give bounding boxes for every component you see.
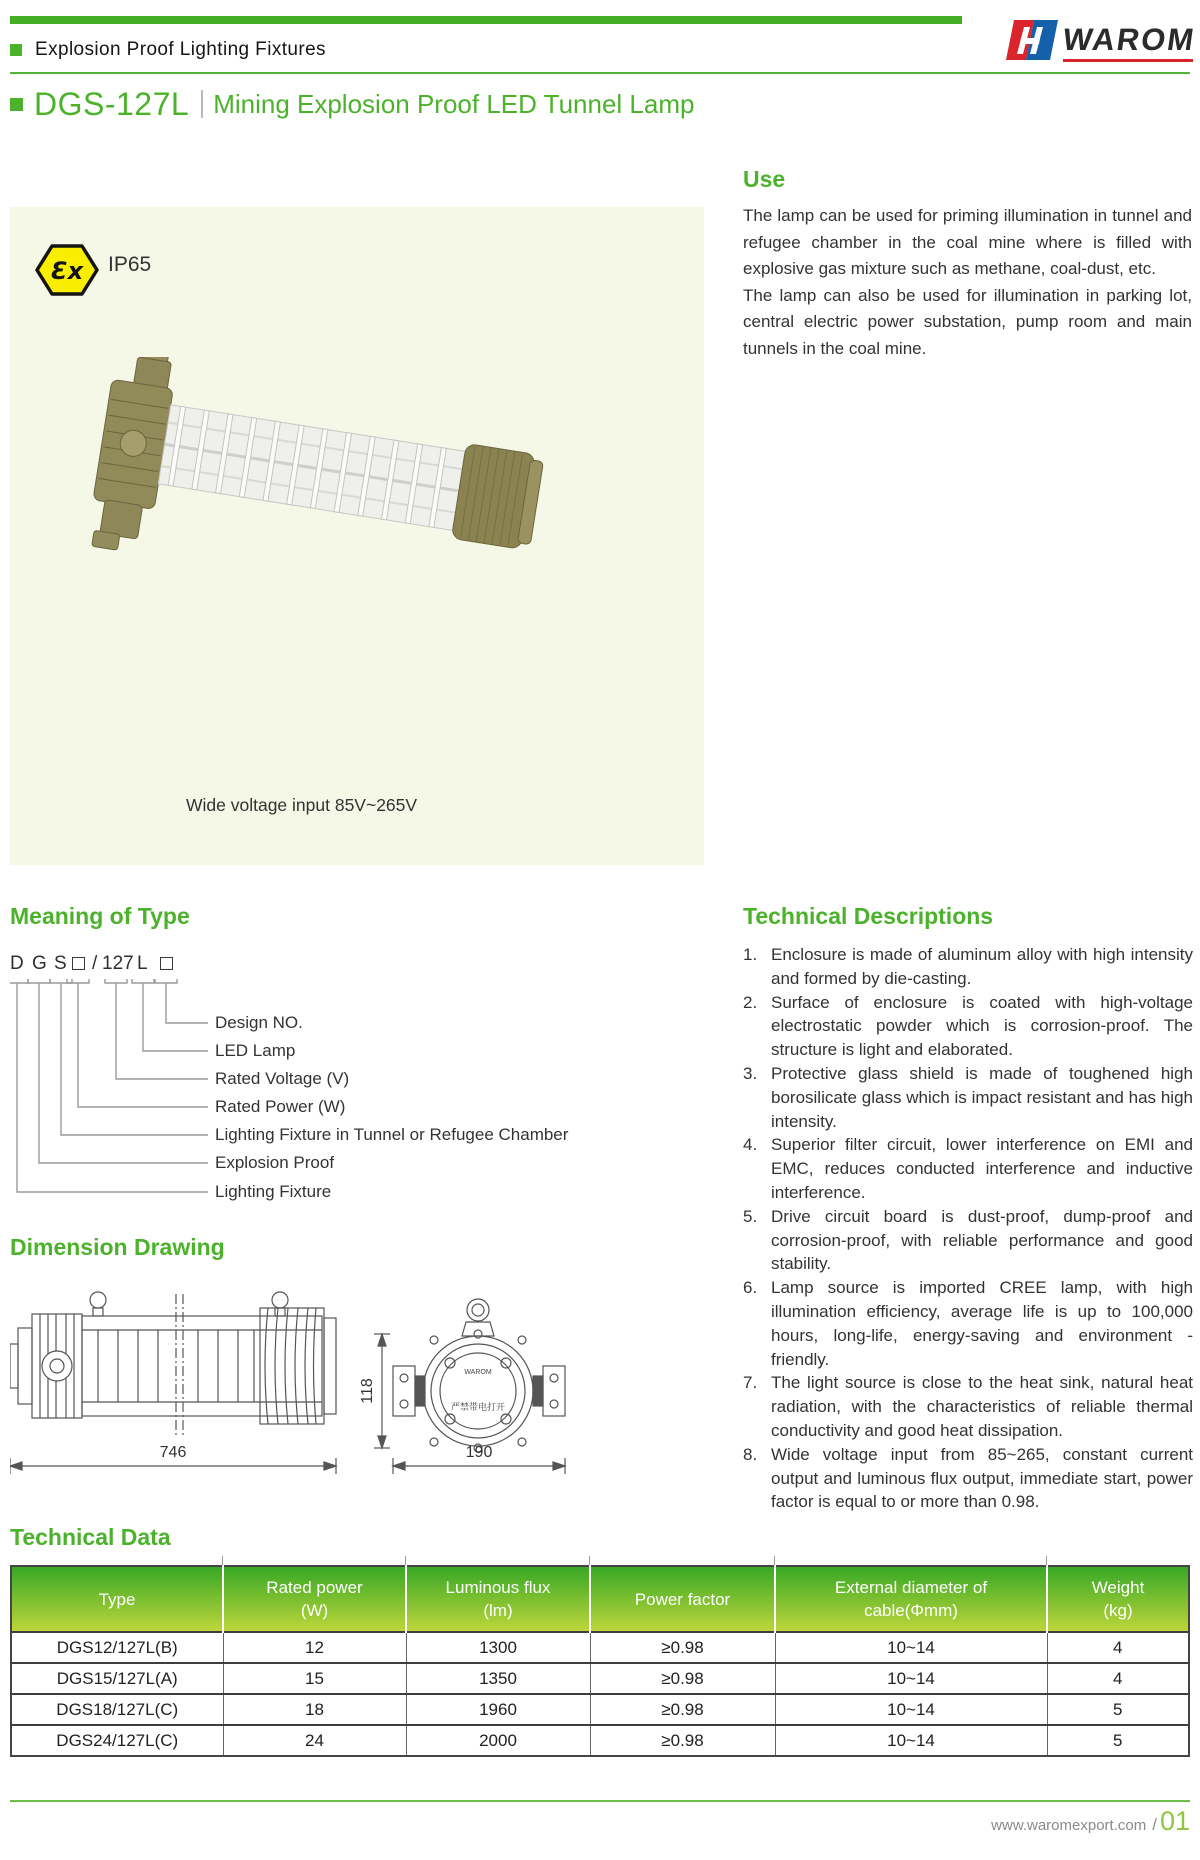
table-column-stub: [774, 1556, 775, 1565]
footer: [10, 1806, 1190, 1837]
ex-certification-icon: [34, 241, 100, 299]
table-column-stub: [1046, 1556, 1047, 1565]
meaning-of-type-section: [10, 903, 722, 1205]
table-header-row: [11, 1566, 1189, 1632]
list-item: 5. Drive circuit board is dust-proof, dump-proof and corrosion-proof, with reliable performance and good stability.: [743, 1206, 1193, 1274]
product-photo: [65, 357, 645, 637]
list-item: 2. Surface of enclosure is coated with high-voltage electrostatic powder which is corrosion-proof. The structure is light and elaborated.: [743, 992, 1193, 1060]
dimension-drawing: [10, 1266, 630, 1496]
code-char-voltage: 127: [102, 953, 134, 974]
warom-wordmark: WAROM: [1060, 22, 1198, 57]
list-item: 1. Enclosure is made of aluminum alloy with high intensity and formed by die-casting.: [743, 945, 1193, 988]
col-header-luminous-flux: Luminous flux (lm): [406, 1566, 590, 1632]
table-row: DGS15/127L(A) 15 1350 ≥0.98 10~14 4: [11, 1663, 1189, 1694]
footer-divider: [10, 1800, 1190, 1802]
type-label: Lighting Fixture: [215, 1182, 332, 1201]
list-item: 6. Lamp source is imported CREE lamp, with high illumination efficiency, average life is up to 100,000 hours, long-life, energy-saving and environment -friendly.: [743, 1278, 1193, 1369]
technical-descriptions-heading: Technical Descriptions: [743, 903, 994, 929]
logo-underline: [1063, 59, 1193, 62]
dimension-drawing-heading: Dimension Drawing: [10, 1234, 225, 1260]
type-label: Design NO.: [215, 1013, 303, 1032]
technical-descriptions-section: [743, 903, 1193, 1514]
use-paragraph-1: The lamp can be used for priming illumination in tunnel and refugee chamber in the coal mine where is filled with explosive gas mixture such as methane, coal-dust, etc.: [743, 206, 1192, 278]
col-header-power-factor: Power factor: [590, 1566, 775, 1632]
hero-caption: Wide voltage input 85V~265V: [186, 795, 418, 815]
technical-data-heading: Technical Data: [10, 1524, 171, 1550]
footer-slash: /: [1152, 1815, 1157, 1834]
warom-logo-icon: [1000, 18, 1060, 62]
code-box-power: [72, 957, 85, 970]
product-title-row: [10, 84, 694, 124]
dim-height-label: 118: [359, 1378, 376, 1404]
footer-website: www.waromexport.com: [991, 1817, 1147, 1834]
use-heading: Use: [743, 166, 786, 192]
footer-page-number: 01: [1159, 1806, 1190, 1836]
code-char-d: D: [10, 953, 24, 974]
header-green-bar: [10, 16, 962, 24]
code-char-slash: /: [92, 953, 98, 974]
dim-length-label: 746: [159, 1444, 187, 1461]
col-header-rated-power: Rated power (W): [223, 1566, 406, 1632]
ip-rating: IP65: [108, 253, 152, 276]
meaning-heading: Meaning of Type: [10, 903, 190, 929]
code-box-design: [160, 957, 173, 970]
category-label: Explosion Proof Lighting Fixtures: [35, 39, 326, 60]
type-label: Explosion Proof: [215, 1153, 335, 1172]
table-column-stub: [589, 1556, 590, 1565]
col-header-type: Type: [11, 1566, 223, 1632]
table-row: DGS24/127L(C) 24 2000 ≥0.98 10~14 5: [11, 1725, 1189, 1756]
table-row: DGS12/127L(B) 12 1300 ≥0.98 10~14 4: [11, 1632, 1189, 1663]
svg-text:Ɛx: Ɛx: [50, 257, 84, 285]
code-char-l: L: [137, 953, 148, 974]
code-char-s: S: [54, 953, 67, 974]
list-item: 8. Wide voltage input from 85~265, constant current output and luminous flux output, immediate start, power factor is equal to or more than 0.98.: [743, 1444, 1193, 1512]
title-bullet-icon: [10, 98, 23, 111]
cap-brand-label: WAROM: [464, 1369, 492, 1376]
title-separator: [201, 90, 203, 118]
product-subtitle: Mining Explosion Proof LED Tunnel Lamp: [213, 88, 695, 119]
type-label: Rated Power (W): [215, 1097, 346, 1116]
type-label: LED Lamp: [215, 1041, 296, 1060]
dim-width-label: 190: [465, 1444, 493, 1461]
code-char-g: G: [32, 953, 47, 974]
product-photo-panel: [10, 207, 704, 865]
type-label: Rated Voltage (V): [215, 1069, 350, 1088]
col-header-weight: Weight (kg): [1047, 1566, 1189, 1632]
list-item: 3. Protective glass shield is made of toughened high borosilicate glass which is impact resistant and has high intensity.: [743, 1063, 1193, 1131]
list-item: 7. The light source is close to the heat sink, natural heat radiation, with the characteristics of reliable thermal conductivity and good heat dissipation.: [743, 1373, 1193, 1440]
use-section: [743, 166, 1192, 362]
use-paragraph-2: The lamp can also be used for illumination in parking lot, central electric power substation, pump room and main tunnels in the coal mine.: [743, 285, 1192, 358]
table-column-stub: [405, 1556, 406, 1565]
col-header-cable-diameter: External diameter of cable(Φmm): [775, 1566, 1047, 1632]
category-bullet-icon: [10, 44, 22, 56]
type-connector-lines: [10, 979, 720, 1205]
table-row: DGS18/127L(C) 18 1960 ≥0.98 10~14 5: [11, 1694, 1189, 1725]
technical-data-table: [10, 1565, 1190, 1757]
list-item: 4. Superior filter circuit, lower interference on EMI and EMC, reduces conducted interference and inductive interference.: [743, 1135, 1193, 1202]
category-row: [10, 38, 326, 62]
type-label: Lighting Fixture in Tunnel or Refugee Chamber: [215, 1125, 569, 1144]
cap-warning-label: 严禁带电打开: [450, 1402, 506, 1412]
table-column-stub: [222, 1556, 223, 1565]
technical-descriptions-list: [743, 943, 1193, 1514]
header-divider: [10, 72, 1190, 74]
product-model: DGS-127L: [34, 85, 190, 122]
